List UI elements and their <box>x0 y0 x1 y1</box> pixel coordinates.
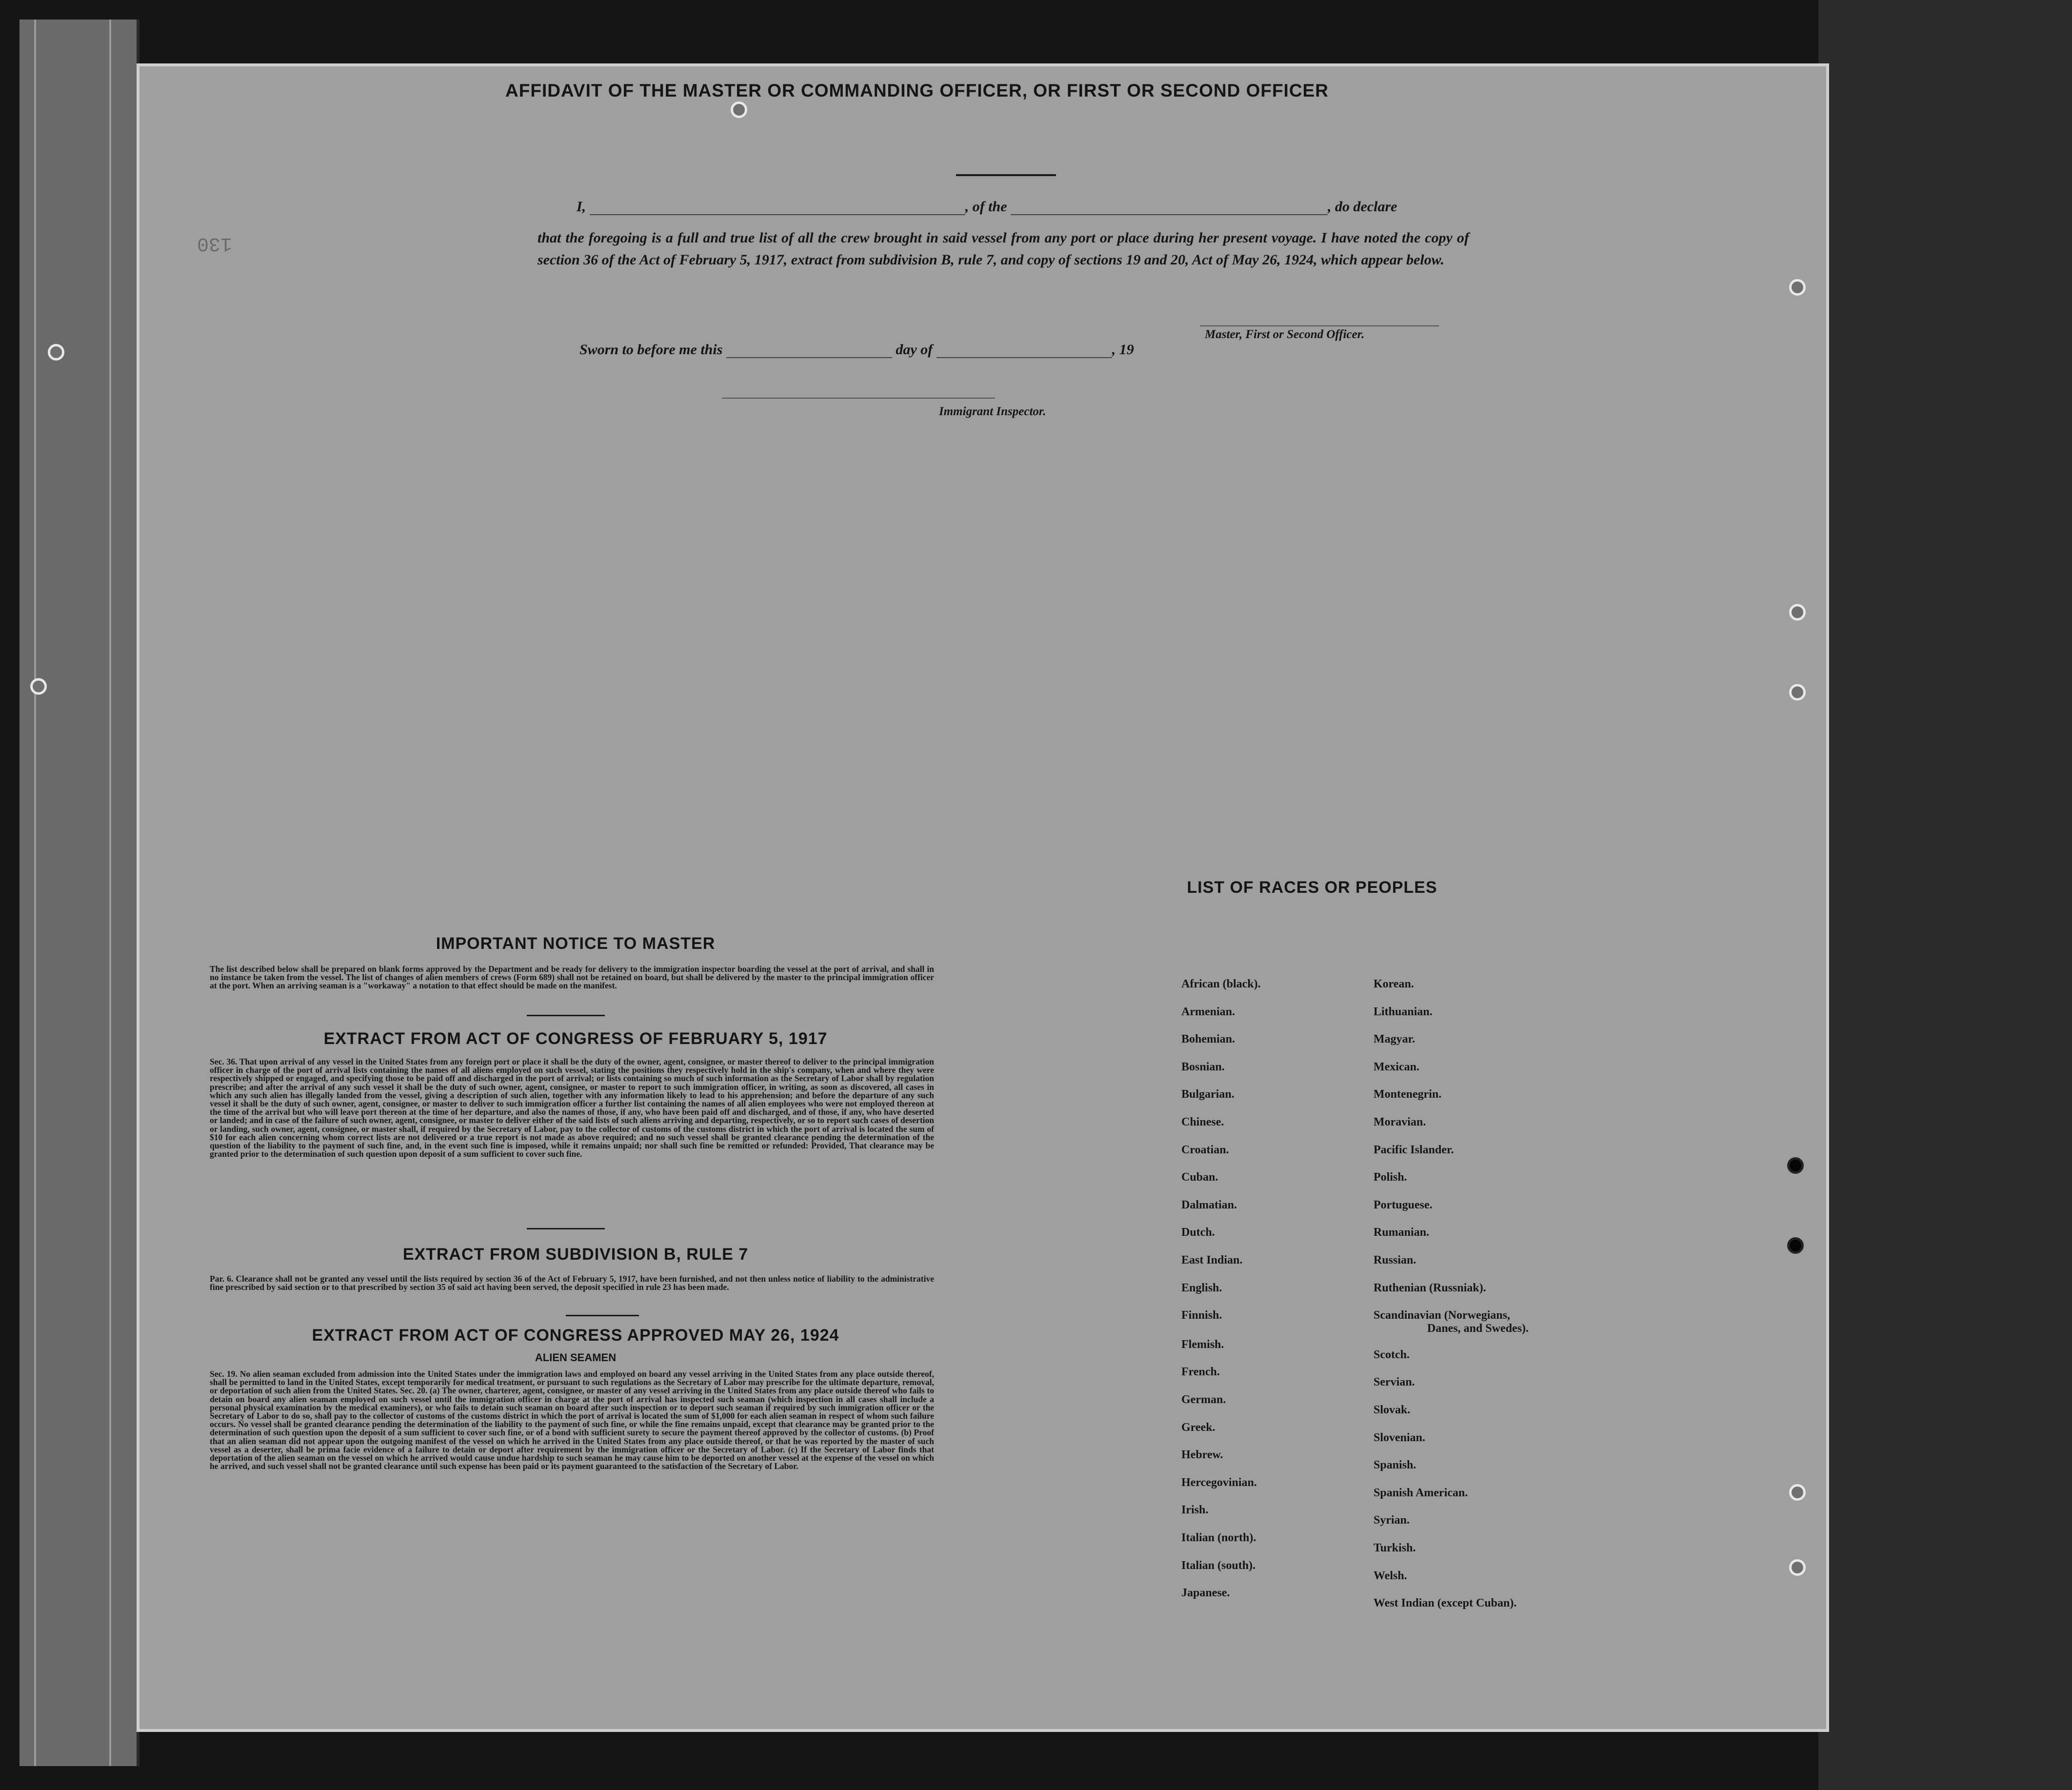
rule7-text: Par. 6. Clearance shall not be granted any vessel until the lists required by section 36 of the Act of February 5, 1917, have been furnished, and not then unless notice of liability to the administrative fine prescribed by said section or to that prescribed by section 35 of said act having been served, the deposit specified in rule 23 has been made. <box>210 1274 934 1292</box>
race-entry: Hercegovinian. <box>1181 1476 1257 1489</box>
extract-1924-text: Sec. 19. No alien seaman excluded from admission into the United States under the immigration laws and employed on board any vessel arriving in the United States from any place outside thereof, shall be permitted to land in the United States, except temporarily for medical treatment, or pursuant to such regulations as the Secretary of Labor may prescribe for the ultimate departure, removal, or deportation of such alien from the United States. Sec. 20. (a) The owner, charterer, agent, consignee, or master of any vessel arriving in the United States from any place outside thereof who fails to detain on board any alien seaman employed on such vessel until the immigration officer in charge at the port of arrival has inspected such seaman (which inspection in all cases shall include a personal physical examination by the medical examiners), or who fails to detain such seaman on board after such inspection or to deport such seaman if required by such immigration officer or the Secretary of Labor to do so, shall pay to the collector of customs of the customs district in which the port of arrival is located the sum of $1,000 for each alien seaman in respect of whom such failure occurs. No vessel shall be granted clearance pending the determination of the liability to the payment of such fine, or while the fine remains unpaid, except that clearance may be granted prior to the determination of such question upon the deposit of a sum sufficient to cover such fine, or of a bond with sufficient surety to secure the payment thereof approved by the collector of customs. (b) Proof that an alien seaman did not appear upon the outgoing manifest of the vessel on which he arrived in the United States from any place outside thereof, or that he was reported by the master of such vessel as a deserter, shall be prima facie evidence of a failure to detain or deport after requirement by the immigration officer or the Secretary of Labor. (c) If the Secretary of Labor finds that deportation of the alien seaman on the vessel on which he arrived would cause undue hardship to such seaman he may cause him to be deported on another vessel at the expense of the vessel on which he arrived, and such vessel shall not be granted clearance until such expense has been paid or its payment guaranteed to the satisfaction of the Secretary of Labor. <box>210 1369 934 1471</box>
year-label: , 19 <box>1112 342 1134 358</box>
race-entry: Greek. <box>1181 1421 1215 1434</box>
race-entry: Lithuanian. <box>1374 1005 1433 1018</box>
race-entry: Russian. <box>1374 1254 1416 1267</box>
section-rule <box>527 1228 605 1229</box>
race-entry: Slovak. <box>1374 1404 1411 1416</box>
race-entry: Flemish. <box>1181 1338 1224 1351</box>
race-entry: French. <box>1181 1366 1220 1379</box>
race-entry: Dutch. <box>1181 1226 1215 1239</box>
race-entry: Scotch. <box>1374 1348 1410 1361</box>
sworn-line <box>579 342 1262 358</box>
race-entry-continuation: Danes, and Swedes). <box>1427 1322 1529 1335</box>
race-entry: Polish. <box>1374 1171 1407 1184</box>
extract-1924-heading: EXTRACT FROM ACT OF CONGRESS APPROVED MAY 26, 1924 <box>312 1326 839 1345</box>
punch-hole <box>1787 1157 1804 1174</box>
rule7-heading: EXTRACT FROM SUBDIVISION B, RULE 7 <box>402 1245 749 1264</box>
notice-heading: IMPORTANT NOTICE TO MASTER <box>436 934 716 953</box>
declare-of: , of the <box>965 199 1007 215</box>
declare-i: I, <box>577 199 586 215</box>
race-entry: English. <box>1181 1281 1222 1294</box>
race-entry: Chinese. <box>1181 1116 1224 1128</box>
punch-hole <box>1789 279 1806 296</box>
race-entry: Croatian. <box>1181 1143 1229 1156</box>
race-entry: German. <box>1181 1393 1226 1406</box>
section-rule <box>527 1015 605 1016</box>
race-entry: Spanish. <box>1374 1459 1416 1472</box>
race-entry: Italian (north). <box>1181 1531 1256 1544</box>
master-signature-line[interactable] <box>1200 325 1439 326</box>
race-entry: Korean. <box>1374 978 1414 990</box>
notice-text: The list described below shall be prepared on blank forms approved by the Department and be ready for delivery to the immigration inspector boarding the vessel at the port of arrival, and shall in no instance be taken from the vessel. The list of changes of alien members of crews (Form 689) shall not be retained on board, but shall be delivered by the master to the principal immigration officer at the port. When an arriving seaman is a "workaway" a notation to that effect should be made on the manifest. <box>210 964 934 991</box>
race-entry: Cuban. <box>1181 1171 1218 1184</box>
master-name-field[interactable] <box>590 214 965 215</box>
affidavit-title: AFFIDAVIT OF THE MASTER OR COMMANDING OFFICER, OR FIRST OR SECOND OFFICER <box>505 80 1329 101</box>
sworn-month-field[interactable] <box>936 357 1112 358</box>
races-heading: LIST OF RACES OR PEOPLES <box>1187 878 1437 897</box>
race-entry: Bohemian. <box>1181 1033 1235 1046</box>
race-entry: Irish. <box>1181 1504 1209 1517</box>
race-entry: Pacific Islander. <box>1374 1143 1454 1156</box>
scanner-background <box>1818 0 2072 1790</box>
binder-hole <box>48 344 64 361</box>
affidavit-body: that the foregoing is a full and true list of all the crew brought in said vessel from any port or place during her present voyage. I have noted the copy of section 36 of the Act of February 5, 1917, extract from subdivision B, rule 7, and copy of sections 19 and 20, Act of May 26, 1924, which appear below. <box>538 230 1469 268</box>
binder-hole <box>30 678 47 695</box>
race-entry: Welsh. <box>1374 1569 1407 1582</box>
race-entry: Armenian. <box>1181 1005 1235 1018</box>
race-entry: Japanese. <box>1181 1587 1230 1600</box>
alien-seamen-subheading: ALIEN SEAMEN <box>535 1351 617 1364</box>
race-entry: African (black). <box>1181 978 1261 990</box>
master-signature-label: Master, First or Second Officer. <box>1205 328 1365 341</box>
race-entry: Mexican. <box>1374 1060 1419 1073</box>
race-entry: Finnish. <box>1181 1309 1222 1322</box>
manifest-page <box>137 63 1829 1732</box>
section-rule <box>566 1315 639 1316</box>
race-entry: Rumanian. <box>1374 1226 1430 1239</box>
race-entry: Spanish American. <box>1374 1486 1468 1499</box>
vessel-name-field[interactable] <box>1011 214 1328 215</box>
punch-hole <box>1787 1237 1804 1254</box>
extract-1917-heading: EXTRACT FROM ACT OF CONGRESS OF FEBRUARY 5, 1917 <box>323 1029 828 1048</box>
punch-hole <box>731 101 747 118</box>
race-entry: Slovenian. <box>1374 1431 1426 1444</box>
race-entry: Magyar. <box>1374 1033 1415 1046</box>
race-entry: Turkish. <box>1374 1542 1416 1554</box>
affidavit-declaration-line <box>577 199 1474 215</box>
race-entry: West Indian (except Cuban). <box>1374 1597 1517 1610</box>
extract-1917-text: Sec. 36. That upon arrival of any vessel in the United States from any foreign port or place it shall be the duty of the owner, agent, consignee, or master thereof to deliver to the principal immigration officer in charge of the port of arrival lists containing the names of all aliens employed on such vessel, stating the positions they respectively hold in the ship's company, when and where they were respectively shipped or engaged, and specifying those to be paid off and discharged in the port of arrival; or lists containing so much of such information as the Secretary of Labor shall by regulation prescribe; and after the arrival of any such vessel it shall be the duty of such owner, agent, consignee, or master to report to such immigration officer, in writing, as soon as discovered, all cases in which any such alien has illegally landed from the vessel, giving a description of such alien, together with any information likely to lead to his apprehension; and before the departure of any such vessel it shall be the duty of such owner, agent, consignee, or master to deliver to such immigration officer a further list containing the names of all alien employees who were not employed thereon at the time of the arrival but who will leave port thereon at the time of her departure, and also the names of those, if any, who have been paid off and discharged, and of those, if any, who have deserted or landed; and in case of the failure of such owner, agent, consignee, or master to deliver either of the said lists of such aliens arriving and departing, respectively, or so to report such cases of desertion or landing, such owner, agent, consignee, or master shall, if required by the Secretary of Labor, pay to the collector of customs of the customs district in which the port of arrival is located the sum of $10 for each alien concerning whom correct lists are not delivered or a true report is not made as above required; and no such vessel shall be granted clearance pending the determination of the question of the liability to the payment of such fine, and, in the event such fine is imposed, while it remains unpaid; nor shall such fine be remitted or refunded: Provided, That clearance may be granted prior to the determination of such question upon deposit of a sum sufficient to cover such fine. <box>210 1057 934 1159</box>
declare-declare: , do declare <box>1328 199 1397 215</box>
race-entry: Ruthenian (Russniak). <box>1374 1281 1486 1294</box>
punch-hole <box>1789 1484 1806 1501</box>
race-entry: Portuguese. <box>1374 1198 1433 1211</box>
inspector-signature-line[interactable] <box>722 398 995 399</box>
race-entry: Moravian. <box>1374 1116 1426 1128</box>
title-rule <box>956 174 1056 176</box>
race-entry: Italian (south). <box>1181 1559 1256 1572</box>
punch-hole <box>1789 684 1806 701</box>
day-of-label: day of <box>896 342 933 358</box>
punch-hole <box>1789 604 1806 621</box>
race-entry: Syrian. <box>1374 1514 1410 1527</box>
race-entry: Bulgarian. <box>1181 1088 1235 1101</box>
adjacent-page-edge <box>20 20 139 1766</box>
race-entry: Montenegrin. <box>1374 1088 1442 1101</box>
sworn-day-field[interactable] <box>726 357 892 358</box>
margin-number: 130 <box>197 232 233 254</box>
punch-hole <box>1789 1559 1806 1576</box>
race-entry: Servian. <box>1374 1376 1415 1389</box>
inspector-signature-label: Immigrant Inspector. <box>939 405 1046 418</box>
race-entry: Hebrew. <box>1181 1448 1223 1462</box>
race-entry: Bosnian. <box>1181 1060 1225 1073</box>
sworn-label: Sworn to before me this <box>579 342 723 358</box>
race-entry: East Indian. <box>1181 1254 1243 1267</box>
race-entry: Scandinavian (Norwegians, <box>1374 1309 1511 1322</box>
race-entry: Dalmatian. <box>1181 1198 1237 1211</box>
